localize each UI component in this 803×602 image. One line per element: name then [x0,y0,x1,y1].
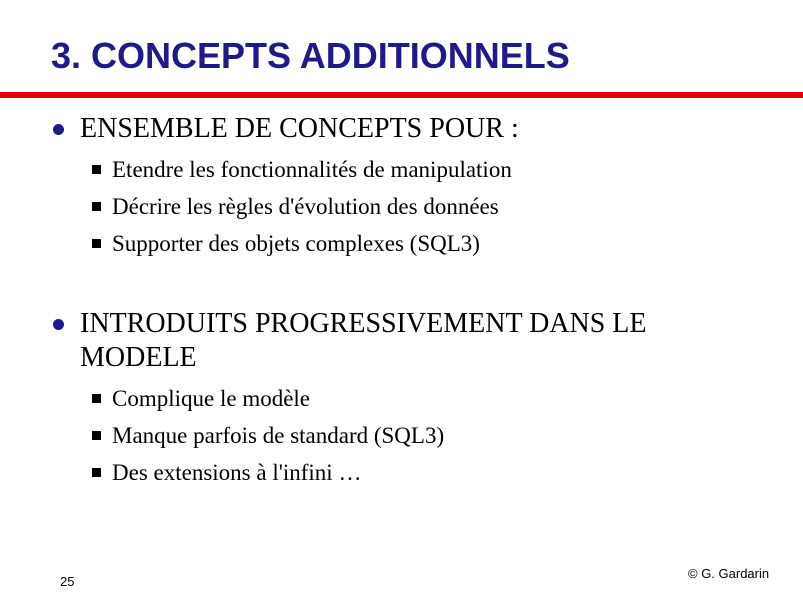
section-heading-2 [80,307,750,375]
page-number: 25 [60,574,75,589]
section-2-sub-list [112,384,444,495]
list-item [112,421,444,458]
section-heading-1 [80,112,760,146]
square-bullet-icon [92,431,101,440]
section-heading-text: INTRODUITS PROGRESSIVEMENT DANS LE MODELE [80,308,647,373]
slide-title: 3. CONCEPTS ADDITIONNELS [51,35,570,76]
round-bullet-icon [53,319,64,330]
list-item-text: Décrire les règles d'évolution des données [112,194,499,219]
title-divider [0,92,803,98]
list-item-text: Etendre les fonctionnalités de manipulation [112,157,512,182]
square-bullet-icon [92,468,101,477]
list-item-text: Manque parfois de standard (SQL3) [112,423,445,448]
list-item [112,155,512,192]
list-item-text: Des extensions à l'infini … [112,460,362,485]
square-bullet-icon [92,165,101,174]
list-item [112,229,512,266]
square-bullet-icon [92,202,101,211]
square-bullet-icon [92,394,101,403]
square-bullet-icon [92,239,101,248]
list-item [112,458,444,495]
list-item-text: Complique le modèle [112,386,311,411]
list-item-text: Supporter des objets complexes (SQL3) [112,231,480,256]
section-1-sub-list [112,155,512,266]
copyright-notice: © G. Gardarin [688,566,770,581]
list-item [112,192,512,229]
section-heading-text: ENSEMBLE DE CONCEPTS POUR : [80,113,519,144]
round-bullet-icon [53,124,64,135]
list-item [112,384,444,421]
